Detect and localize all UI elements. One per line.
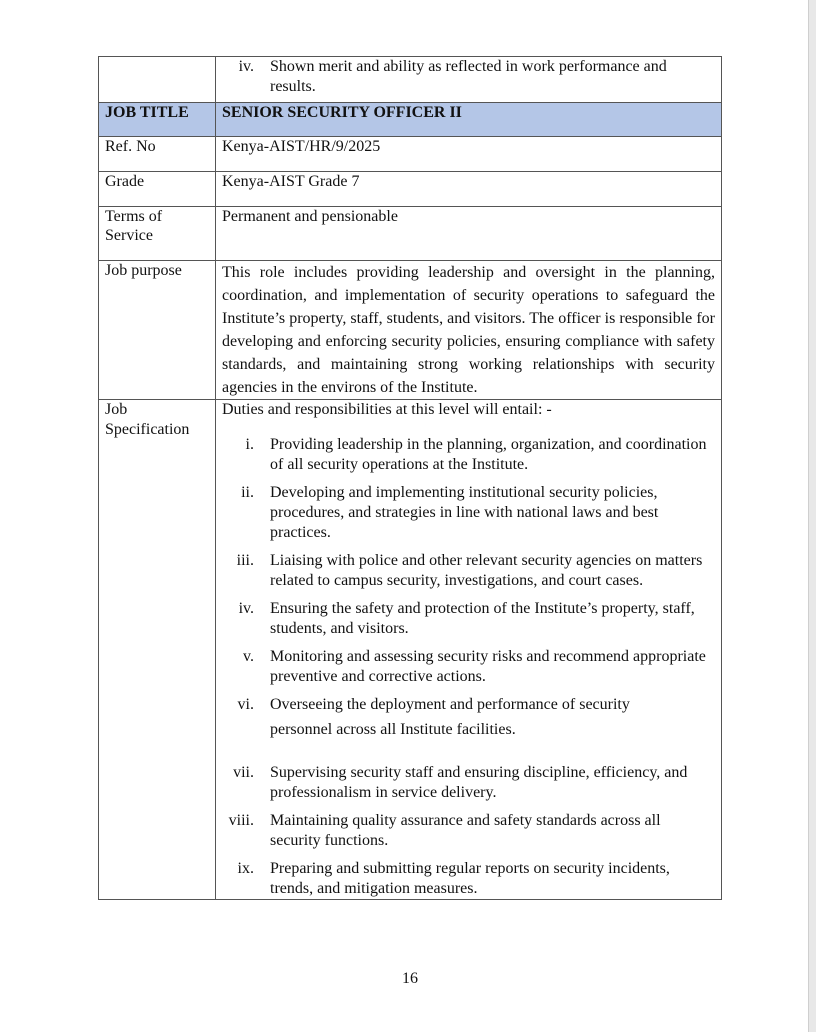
job-title-value: SENIOR SECURITY OFFICER II <box>216 103 722 137</box>
job-specification-label <box>99 400 216 900</box>
list-item <box>222 859 715 899</box>
grade-label: Grade <box>99 172 216 207</box>
list-number: iii. <box>236 552 254 569</box>
list-text: Monitoring and assessing security risks and recommend appropriate preventive and corrective actions. <box>270 648 706 685</box>
grade-row <box>99 172 722 207</box>
job-specification-label-text: Job Specification <box>105 401 190 438</box>
job-purpose-value <box>216 261 722 400</box>
list-text: Supervising security staff and ensuring discipline, efficiency, and professionalism in service delivery. <box>270 764 688 801</box>
ref-no-label: Ref. No <box>99 137 216 172</box>
list-text: Shown merit and ability as reflected in work performance and results. <box>270 58 667 95</box>
list-text: Ensuring the safety and protection of the Institute’s property, staff, students, and visitors. <box>270 600 695 637</box>
ref-no-value: Kenya-AIST/HR/9/2025 <box>216 137 722 172</box>
list-number: iv. <box>238 58 254 75</box>
continuation-cell <box>216 57 722 103</box>
terms-label: Terms of Service <box>99 207 216 261</box>
list-item <box>222 811 715 851</box>
list-number: viii. <box>228 812 254 829</box>
ref-no-row <box>99 137 722 172</box>
list-text-line: Overseeing the deployment and performance of security <box>270 696 630 713</box>
list-text: Preparing and submitting regular reports on security incidents, trends, and mitigation measures. <box>270 860 670 897</box>
grade-value: Kenya-AIST Grade 7 <box>216 172 722 207</box>
job-specification-value <box>216 400 722 900</box>
duties-list <box>222 435 715 899</box>
list-number: vi. <box>237 696 254 713</box>
list-text: Developing and implementing institutional security policies, procedures, and strategies in line with national laws and best practices. <box>270 484 659 541</box>
list-text-line: personnel across all Institute facilities. <box>270 721 516 738</box>
list-item <box>222 483 715 543</box>
terms-row <box>99 207 722 261</box>
job-specification-row <box>99 400 722 900</box>
job-title-row <box>99 103 722 137</box>
list-text <box>270 695 715 745</box>
list-number: ix. <box>237 860 254 877</box>
list-number: ii. <box>241 484 254 501</box>
page-number: 16 <box>402 970 418 987</box>
job-purpose-text: This role includes providing leadership and oversight in the planning, coordination, and implementation of security operations to safeguard the Institute’s property, staff, students, and visitors. The officer is responsible for developing and enforcing security policies, ensuring compliance with safety standards, and maintaining strong working relationships with security agencies in the environs of the Institute. <box>222 264 715 396</box>
continuation-row <box>99 57 722 103</box>
list-number: i. <box>245 436 254 453</box>
empty-label-cell <box>99 57 216 103</box>
list-number: v. <box>243 648 254 665</box>
list-item <box>222 435 715 475</box>
list-text: Liaising with police and other relevant security agencies on matters related to campus security, investigations, and court cases. <box>270 552 703 589</box>
terms-value: Permanent and pensionable <box>216 207 722 261</box>
list-item <box>222 551 715 591</box>
job-title-label: JOB TITLE <box>99 103 216 137</box>
list-text: Providing leadership in the planning, organization, and coordination of all security operations at the Institute. <box>270 436 707 473</box>
duties-intro: Duties and responsibilities at this level will entail: - <box>222 401 552 418</box>
list-item <box>222 763 715 803</box>
list-item <box>222 599 715 639</box>
job-description-table <box>98 56 722 900</box>
list-item <box>222 647 715 687</box>
job-purpose-row <box>99 261 722 400</box>
list-item <box>222 695 715 745</box>
list-text: Maintaining quality assurance and safety standards across all security functions. <box>270 812 661 849</box>
job-purpose-label: Job purpose <box>99 261 216 400</box>
list-number: iv. <box>238 600 254 617</box>
list-number: vii. <box>233 764 254 781</box>
